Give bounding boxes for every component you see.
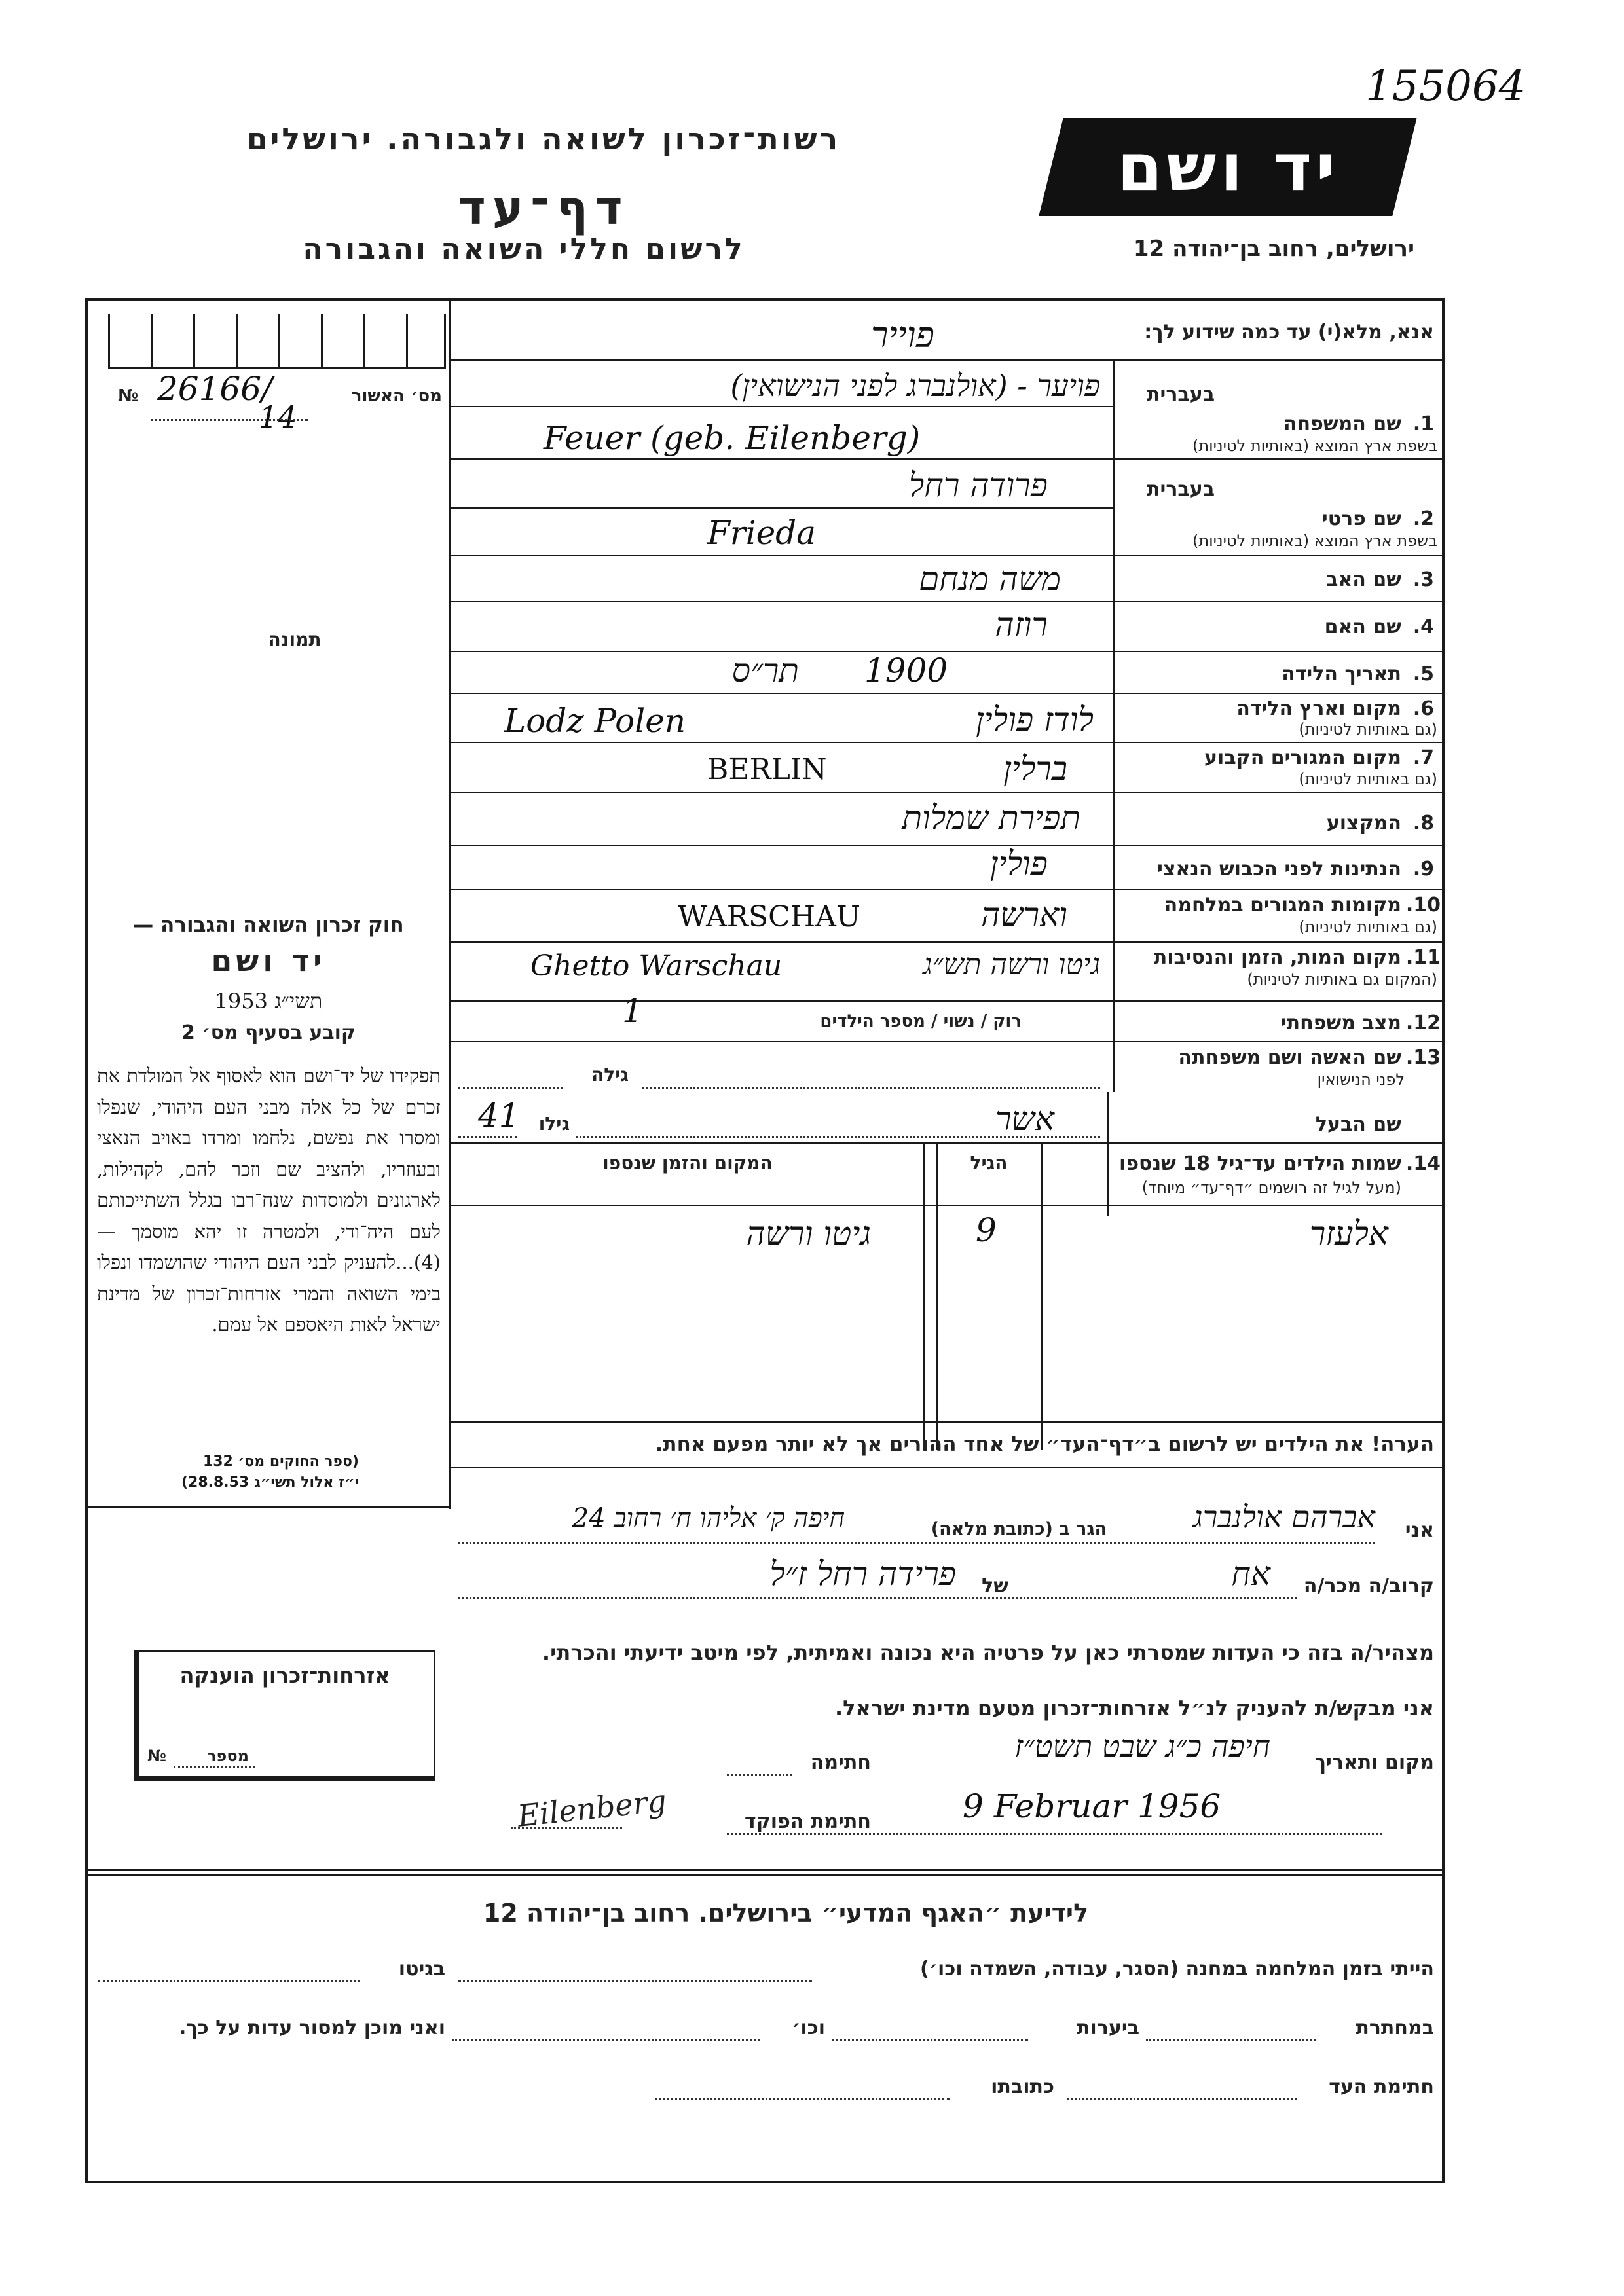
form-subtitle: לרשום חללי השואה והגבורה [303,232,745,266]
children-label: שמות הילדים עד־גיל 18 שנספו [1119,1152,1401,1175]
row10-sub: (גם באותיות לטיניות) [1299,918,1437,936]
row13-sub: לפני הנישואין [1317,1070,1405,1089]
footer-line2c: וכו׳ [792,2016,825,2039]
row9-label: הנתינות לפני הכבוש הנאצי [1157,858,1401,881]
law-title: חוק זכרון השואה והגבורה — [133,913,404,937]
photo-label: תמונה [268,629,322,650]
footer-line1a: הייתי בזמן המלחמה במחנה (הסגר, עבודה, השמדה וכו׳) [920,1958,1434,1980]
row10-value-latin: WARSCHAU [678,900,860,934]
husband-age: 41 [478,1097,520,1135]
row4-label: שם האם [1324,615,1401,638]
relation-value: אח [1231,1555,1270,1593]
row9-num: 9. [1412,858,1434,881]
footer-title: לידיעת ״האגף המדעי״ בירושלים. רחוב בן־יהודה 12 [483,1899,1089,1927]
of-label: של [982,1575,1008,1597]
row6-num: 6. [1412,697,1434,720]
husband-value: אשר [995,1100,1054,1138]
row7-label: מקום המגורים הקבוע [1204,746,1401,769]
footer-line2b: ביערות [1077,2016,1139,2039]
children-sub: (מעל לגיל זה רושמים ״דף־עד״ מיוחד) [1141,1178,1401,1197]
law-clause: קובע בסעיף מס׳ 2 [181,1021,356,1044]
row1-value-he: פויער - (אולנברג לפני הנישואין) [730,368,1100,403]
of-value: פרידה רחל ז״ל [769,1555,956,1593]
children-num: 14. [1405,1152,1441,1175]
law-ref-2: י״ז אלול תשי״ג 28.8.53) [181,1474,359,1491]
row5-label: תאריך הלידה [1282,663,1401,685]
husband-age-label: גילו [538,1113,570,1135]
child-name: אלעזר [1309,1214,1388,1252]
row8-num: 8. [1412,812,1434,835]
row7-sub: (גם באותיות לטיניות) [1299,770,1437,788]
footer-line1b: בגיטו [398,1958,445,1980]
footer-line2a: במחתרת [1356,2016,1434,2039]
archive-number: 155064 [1365,62,1526,111]
row12-label: מצב משפחתי [1280,1011,1401,1034]
row2-value-he: פרודה רחל [908,466,1048,504]
approval-value-2: 14 [259,399,297,435]
footer-line3a: חתימת העד [1329,2075,1434,2098]
intro-handwritten: פוייר [871,314,934,355]
row6-value-latin: Lodz Polen [504,702,686,740]
row2-sub: בשפת ארץ המוצא (באותיות לטיניות) [1192,532,1437,550]
row3-label: שם האב [1326,568,1401,591]
row12-num: 12. [1405,1011,1441,1034]
law-body: תפקידו של יד־ושם הוא לאסוף אל המולדת את זכרם של כל אלה מבני העם היהודי, שנפלו ומסרו את נפשם, נלחמו ומרדו באויב הנאצי ובעוזריו, ולהציב שם וזכר להם, לקהילות, לארגונים ולמוסדות שנח־רבו בגלל השתייכותם לעם היה־ודי, ולמטרה זו יהא מוסמך — (4)...להעניק לבני העם היהודי שהושמדו ונפלו בימי השואה והמרי אזרחות־זכרון של מדינת ישראל לאות היאספם אל עמם. [97,1065,441,1336]
child-age: 9 [976,1211,997,1249]
row5-value: 1900 [864,651,948,689]
row8-value: תפירת שמלות [902,799,1080,837]
row3-num: 3. [1412,568,1434,591]
institution-name: רשות־זכרון לשואה ולגבורה. ירושלים [246,121,841,156]
logo-text: יד ושם [1116,128,1339,206]
row2-value-latin: Frieda [707,514,816,552]
declarant-name: אברהם אולנברג [1192,1499,1375,1535]
yad-vashem-logo [1039,118,1416,216]
footer-line2d: ואני מוכן למסור עדות על כך. [179,2016,445,2039]
header-address: ירושלים, רחוב בן־יהודה 12 [1133,236,1414,262]
row8-label: המקצוע [1326,812,1401,835]
declarant-signature: Eilenberg [515,1783,669,1834]
row9-value: פולין [989,845,1048,883]
row11-label: מקום המות, הזמן והנסיבות [1153,946,1401,969]
row5-num: 5. [1412,663,1434,685]
row2-label: שם פרטי [1321,507,1401,530]
declarant-i-label: אני [1405,1519,1434,1542]
form-title: דף־עד [458,180,629,235]
row1-value-latin: Feuer (geb. Eilenberg) [544,419,921,457]
children-col-place: המקום והזמן שנספו [602,1152,773,1174]
note-text: הערה! את הילדים יש לרשום ב״דף־העד״ של אחד ההורים אך לא יותר מפעם אחת. [655,1432,1434,1456]
row4-num: 4. [1412,615,1434,638]
row1-sub: בשפת ארץ המוצא (באותיות לטיניות) [1192,437,1437,455]
row12-value: 1 [622,992,643,1030]
row1-side: בעברית [1147,383,1215,406]
relation-label: קרוב/ה מכר/ה [1303,1575,1434,1597]
place-date-value: חיפה כ״ג שבט תשט״ז [1014,1728,1270,1764]
intro-prompt: אנא, מלא(י) עד כמה שידוע לך: [1144,321,1434,344]
row2-side: בעברית [1147,478,1215,501]
row6-label: מקום וארץ הלידה [1236,697,1401,720]
law-year: תשי״ג 1953 [214,989,323,1013]
row4-value: רוזה [995,606,1048,644]
place-date-label: מקום ותאריך [1314,1751,1434,1774]
row7-value-latin: BERLIN [707,753,827,786]
row12-options: רוק / נשוי / מספר הילדים [820,1011,1022,1031]
approval-value: 26166/ [157,370,272,408]
row7-value: ברלין [1003,750,1067,788]
approval-label: מס׳ האשור [351,386,442,406]
row6-sub: (גם באותיות לטיניות) [1299,720,1437,738]
official-label: חתימת הפוקד [745,1810,871,1833]
row13-label: שם האשה ושם משפחתה [1178,1046,1401,1069]
row7-num: 7. [1412,746,1434,769]
approval-boxes [108,314,446,369]
declarant-resides-label: הגר ב (כתובת מלאה) [931,1519,1107,1539]
signature-label: חתימה [810,1751,871,1774]
citizenship-number-label: מספר [207,1747,249,1765]
citizenship-title: אזרחות־זכרון הוענקה [179,1663,390,1688]
footer-line3b: כתובתו [991,2075,1054,2098]
row6-value: לודז פולין [975,701,1094,738]
citizenship-no: № [147,1747,166,1765]
request-text: אני מבקש/ת להעניק לנ״ל אזרחות־זכרון מטעם מדינת ישראל. [835,1696,1434,1721]
row3-value: משה מנחם [919,560,1061,598]
law-name: יד ושם [211,943,326,978]
row1-num: 1. [1412,412,1434,435]
law-ref-1: (ספר החוקים מס׳ 132 [202,1453,359,1470]
row1-label: שם המשפחה [1283,412,1401,435]
row11-value: גיטו ורשה תש״ג [923,948,1100,981]
row5-value-2: תר״ס [731,651,799,689]
row11-num: 11. [1405,946,1441,969]
child-place: גיטו ורשה [746,1214,871,1252]
declarant-address: חיפה ק׳ אליהו ח׳ רחוב 24 [572,1503,845,1533]
row13-num: 13. [1405,1046,1441,1069]
husband-label: שם הבעל [1315,1113,1401,1136]
row10-label: מקומות המגורים במלחמה [1164,894,1401,917]
row13-age-label: גילה [591,1064,629,1085]
row10-num: 10. [1405,894,1441,917]
declaration-text: מצהיר/ה בזה כי העדות שמסרתי כאן על פרטיה היא נכונה ואמיתית, לפי מיטב ידיעתי והכרתי. [542,1640,1434,1665]
row11-sub: (המקום גם באותיות לטיניות) [1247,970,1437,989]
row10-value: וארשה [980,896,1067,934]
children-col-age: הגיל [970,1152,1008,1174]
row11-value-latin: Ghetto Warschau [530,949,783,983]
row2-num: 2. [1412,507,1434,530]
official-date: 9 Februar 1956 [963,1787,1221,1825]
approval-no: № [118,386,139,406]
